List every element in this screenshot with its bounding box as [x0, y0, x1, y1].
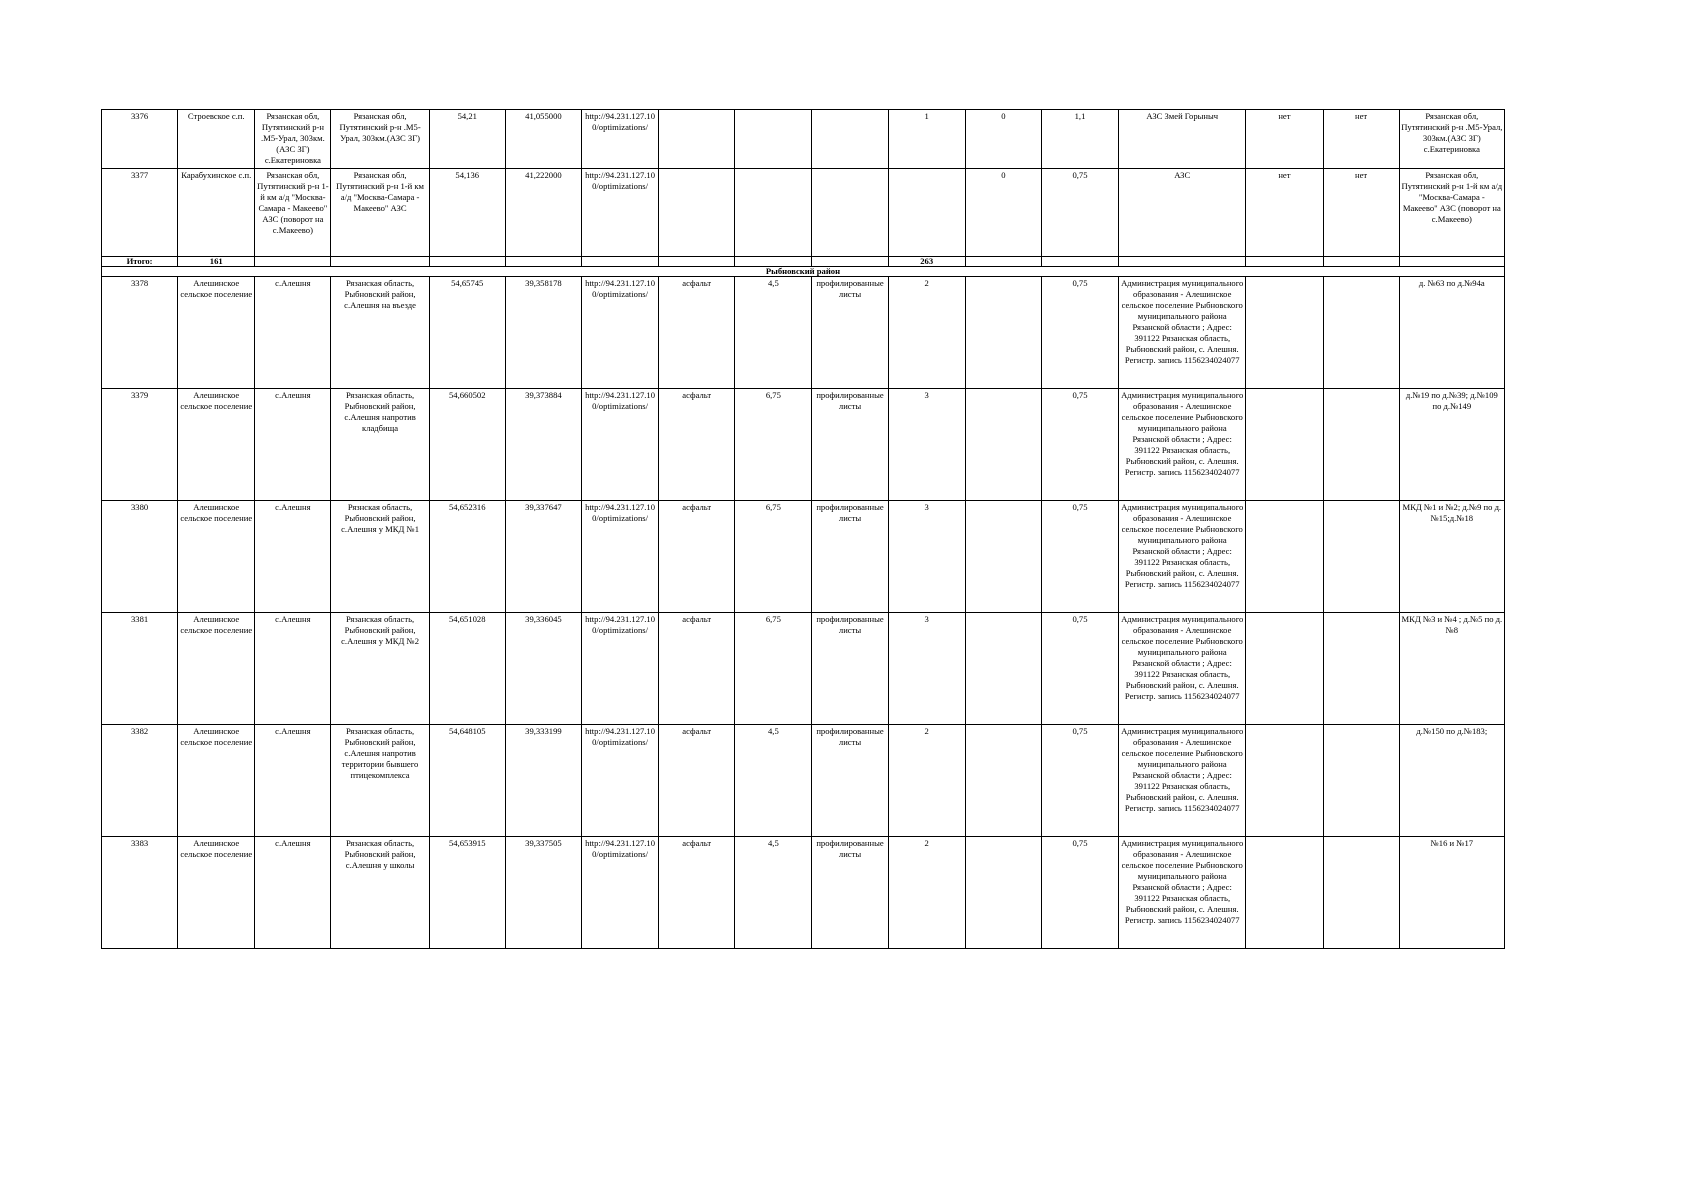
flag-cell	[1323, 613, 1399, 725]
flag-cell: нет	[1323, 110, 1399, 169]
total-count: 161	[178, 257, 255, 267]
map-link-cell: http://94.231.127.100/optimizations/	[581, 837, 658, 949]
flag-cell: нет	[1246, 169, 1323, 257]
flag-cell	[1323, 837, 1399, 949]
area-cell: 4,5	[735, 837, 812, 949]
map-link-cell: http://94.231.127.100/optimizations/	[581, 389, 658, 501]
table-row	[102, 169, 1505, 257]
area-cell: 6,75	[735, 389, 812, 501]
containers-extra-cell	[965, 837, 1041, 949]
fence-cell: профилированные листы	[812, 389, 888, 501]
map-link-cell: http://94.231.127.100/optimizations/	[581, 501, 658, 613]
longitude-cell: 41,222000	[505, 169, 581, 257]
latitude-cell: 54,652316	[429, 501, 505, 613]
owner-cell: Администрация муниципального образования - Алешинское сельское поселение Рыбновского муниципального района Рязанской области ; Адрес: 391122 Рязанская область, Рыбновский район, с. Алешня. Регистр. запись 1156234024077	[1119, 725, 1246, 837]
flag-cell	[1323, 725, 1399, 837]
area-cell: 6,75	[735, 613, 812, 725]
sources-cell: д.№19 по д.№39; д.№109 по д.№149	[1399, 389, 1504, 501]
area-cell	[735, 169, 812, 257]
settlement-cell: Алешинское сельское поселение	[178, 277, 255, 389]
volume-cell: 0,75	[1041, 277, 1118, 389]
latitude-cell: 54,648105	[429, 725, 505, 837]
settlement-cell: Алешинское сельское поселение	[178, 613, 255, 725]
row-id-cell: 3379	[102, 389, 178, 501]
table-row	[102, 389, 1505, 501]
locality-cell: с.Алешня	[255, 389, 331, 501]
owner-cell: Администрация муниципального образования - Алешинское сельское поселение Рыбновского муниципального района Рязанской области ; Адрес: 391122 Рязанская область, Рыбновский район, с. Алешня. Регистр. запись 1156234024077	[1119, 277, 1246, 389]
longitude-cell: 41,055000	[505, 110, 581, 169]
row-id-cell: 3376	[102, 110, 178, 169]
table-row	[102, 277, 1505, 389]
flag-cell	[1246, 501, 1323, 613]
sources-cell: Рязанская обл, Путятинский р-н 1-й км а/д "Москва-Самара - Макеево" АЗС (поворот на с.Макеево)	[1399, 169, 1504, 257]
locality-cell: с.Алешня	[255, 725, 331, 837]
flag-cell	[1323, 277, 1399, 389]
row-id-cell: 3382	[102, 725, 178, 837]
row-id-cell: 3383	[102, 837, 178, 949]
containers-cell	[888, 169, 965, 257]
volume-cell: 0,75	[1041, 613, 1118, 725]
sources-cell: №16 и №17	[1399, 837, 1504, 949]
surface-cell: асфальт	[659, 501, 735, 613]
sources-cell: д.№150 по д.№183;	[1399, 725, 1504, 837]
settlement-cell: Карабухинское с.п.	[178, 169, 255, 257]
total-row	[102, 257, 1505, 267]
containers-cell: 2	[888, 725, 965, 837]
latitude-cell: 54,651028	[429, 613, 505, 725]
flag-cell	[1246, 389, 1323, 501]
settlement-cell: Алешинское сельское поселение	[178, 389, 255, 501]
volume-cell: 0,75	[1041, 837, 1118, 949]
flag-cell: нет	[1246, 110, 1323, 169]
containers-extra-cell	[965, 613, 1041, 725]
fence-cell: профилированные листы	[812, 837, 888, 949]
table-row	[102, 613, 1505, 725]
containers-extra-cell	[965, 389, 1041, 501]
longitude-cell: 39,337647	[505, 501, 581, 613]
flag-cell	[1323, 389, 1399, 501]
address-cell: Рязанская область, Рыбновский район, с.Алешня у МКД №2	[331, 613, 429, 725]
sources-cell: МКД №3 и №4 ; д.№5 по д.№8	[1399, 613, 1504, 725]
surface-cell	[659, 169, 735, 257]
latitude-cell: 54,653915	[429, 837, 505, 949]
fence-cell: профилированные листы	[812, 725, 888, 837]
district-header-row	[102, 267, 1505, 277]
containers-cell: 3	[888, 613, 965, 725]
owner-cell: Администрация муниципального образования - Алешинское сельское поселение Рыбновского муниципального района Рязанской области ; Адрес: 391122 Рязанская область, Рыбновский район, с. Алешня. Регистр. запись 1156234024077	[1119, 389, 1246, 501]
sources-cell: Рязанская обл, Путятинский р-н .М5-Урал, 303км.(АЗС ЗГ) с.Екатериновка	[1399, 110, 1504, 169]
sources-cell: д. №63 по д.№94а	[1399, 277, 1504, 389]
table-row	[102, 110, 1505, 169]
volume-cell: 0,75	[1041, 725, 1118, 837]
volume-cell: 0,75	[1041, 389, 1118, 501]
containers-cell: 3	[888, 501, 965, 613]
flag-cell	[1323, 501, 1399, 613]
containers-extra-cell	[965, 725, 1041, 837]
flag-cell	[1246, 837, 1323, 949]
map-link-cell: http://94.231.127.100/optimizations/	[581, 613, 658, 725]
longitude-cell: 39,333199	[505, 725, 581, 837]
area-cell: 4,5	[735, 277, 812, 389]
flag-cell	[1246, 613, 1323, 725]
containers-extra-cell: 0	[965, 169, 1041, 257]
settlement-cell: Строевское с.п.	[178, 110, 255, 169]
address-cell: Рязанская обл, Путятинский р-н .М5-Урал, 303км.(АЗС ЗГ) с.Екатериновка	[255, 110, 331, 169]
map-link-cell: http://94.231.127.100/optimizations/	[581, 169, 658, 257]
owner-cell: АЗС	[1119, 169, 1246, 257]
surface-cell: асфальт	[659, 613, 735, 725]
address-cell: Рязанская обл, Путятинский р-н 1-й км а/д "Москва-Самара - Макеево" АЗС	[331, 169, 429, 257]
fence-cell: профилированные листы	[812, 501, 888, 613]
flag-cell: нет	[1323, 169, 1399, 257]
address-cell: Рязанская область, Рыбновский район, с.Алешня у школы	[331, 837, 429, 949]
address-cell: Рязанская обл, Путятинский р-н .М5-Урал, 303км.(АЗС ЗГ)	[331, 110, 429, 169]
fence-cell: профилированные листы	[812, 277, 888, 389]
longitude-cell: 39,337505	[505, 837, 581, 949]
containers-cell: 2	[888, 837, 965, 949]
owner-cell: Администрация муниципального образования - Алешинское сельское поселение Рыбновского муниципального района Рязанской области ; Адрес: 391122 Рязанская область, Рыбновский район, с. Алешня. Регистр. запись 1156234024077	[1119, 837, 1246, 949]
map-link-cell: http://94.231.127.100/optimizations/	[581, 110, 658, 169]
surface-cell: асфальт	[659, 277, 735, 389]
owner-cell: Администрация муниципального образования - Алешинское сельское поселение Рыбновского муниципального района Рязанской области ; Адрес: 391122 Рязанская область, Рыбновский район, с. Алешня. Регистр. запись 1156234024077	[1119, 501, 1246, 613]
area-cell: 4,5	[735, 725, 812, 837]
fence-cell	[812, 169, 888, 257]
owner-cell: АЗС Змей Горыныч	[1119, 110, 1246, 169]
fence-cell	[812, 110, 888, 169]
total-containers: 263	[888, 257, 965, 267]
fence-cell: профилированные листы	[812, 613, 888, 725]
map-link-cell: http://94.231.127.100/optimizations/	[581, 725, 658, 837]
longitude-cell: 39,358178	[505, 277, 581, 389]
containers-extra-cell	[965, 277, 1041, 389]
address-cell: Рязанская область, Рыбновский район, с.Алешня напротив территории бывшего птицекомплекса	[331, 725, 429, 837]
containers-extra-cell	[965, 501, 1041, 613]
address-cell: Рязанская область, Рыбновский район, с.Алешня на въезде	[331, 277, 429, 389]
address-cell: Рязнская область, Рыбновский район, с.Алешня у МКД №1	[331, 501, 429, 613]
latitude-cell: 54,65745	[429, 277, 505, 389]
surface-cell: асфальт	[659, 837, 735, 949]
row-id-cell: 3381	[102, 613, 178, 725]
volume-cell: 1,1	[1041, 110, 1118, 169]
table-row	[102, 725, 1505, 837]
latitude-cell: 54,136	[429, 169, 505, 257]
total-label: Итого:	[102, 257, 178, 267]
surface-cell: асфальт	[659, 389, 735, 501]
longitude-cell: 39,336045	[505, 613, 581, 725]
locality-cell: с.Алешня	[255, 613, 331, 725]
locality-cell: с.Алешня	[255, 277, 331, 389]
map-link-cell: http://94.231.127.100/optimizations/	[581, 277, 658, 389]
row-id-cell: 3378	[102, 277, 178, 389]
settlement-cell: Алешинское сельское поселение	[178, 501, 255, 613]
locality-cell: с.Алешня	[255, 501, 331, 613]
sources-cell: МКД №1 и №2; д.№9 по д.№15;д.№18	[1399, 501, 1504, 613]
settlement-cell: Алешинское сельское поселение	[178, 837, 255, 949]
row-id-cell: 3377	[102, 169, 178, 257]
district-title: Рыбновский район	[102, 267, 1505, 277]
table-row	[102, 501, 1505, 613]
containers-cell: 2	[888, 277, 965, 389]
area-cell	[735, 110, 812, 169]
latitude-cell: 54,21	[429, 110, 505, 169]
settlement-cell: Алешинское сельское поселение	[178, 725, 255, 837]
flag-cell	[1246, 277, 1323, 389]
volume-cell: 0,75	[1041, 169, 1118, 257]
area-cell: 6,75	[735, 501, 812, 613]
latitude-cell: 54,660502	[429, 389, 505, 501]
owner-cell: Администрация муниципального образования - Алешинское сельское поселение Рыбновского муниципального района Рязанской области ; Адрес: 391122 Рязанская область, Рыбновский район, с. Алешня. Регистр. запись 1156234024077	[1119, 613, 1246, 725]
registry-table	[101, 109, 1505, 949]
surface-cell	[659, 110, 735, 169]
longitude-cell: 39,373884	[505, 389, 581, 501]
locality-cell: с.Алешня	[255, 837, 331, 949]
containers-extra-cell: 0	[965, 110, 1041, 169]
address-cell: Рязанская обл, Путятинский р-н 1-й км а/д "Москва-Самара - Макеево" АЗС (поворот на с.Макеево)	[255, 169, 331, 257]
flag-cell	[1246, 725, 1323, 837]
volume-cell: 0,75	[1041, 501, 1118, 613]
containers-cell: 3	[888, 389, 965, 501]
surface-cell: асфальт	[659, 725, 735, 837]
table-row	[102, 837, 1505, 949]
row-id-cell: 3380	[102, 501, 178, 613]
address-cell: Рязанская область, Рыбновский район, с.Алешня напротив кладбища	[331, 389, 429, 501]
containers-cell: 1	[888, 110, 965, 169]
